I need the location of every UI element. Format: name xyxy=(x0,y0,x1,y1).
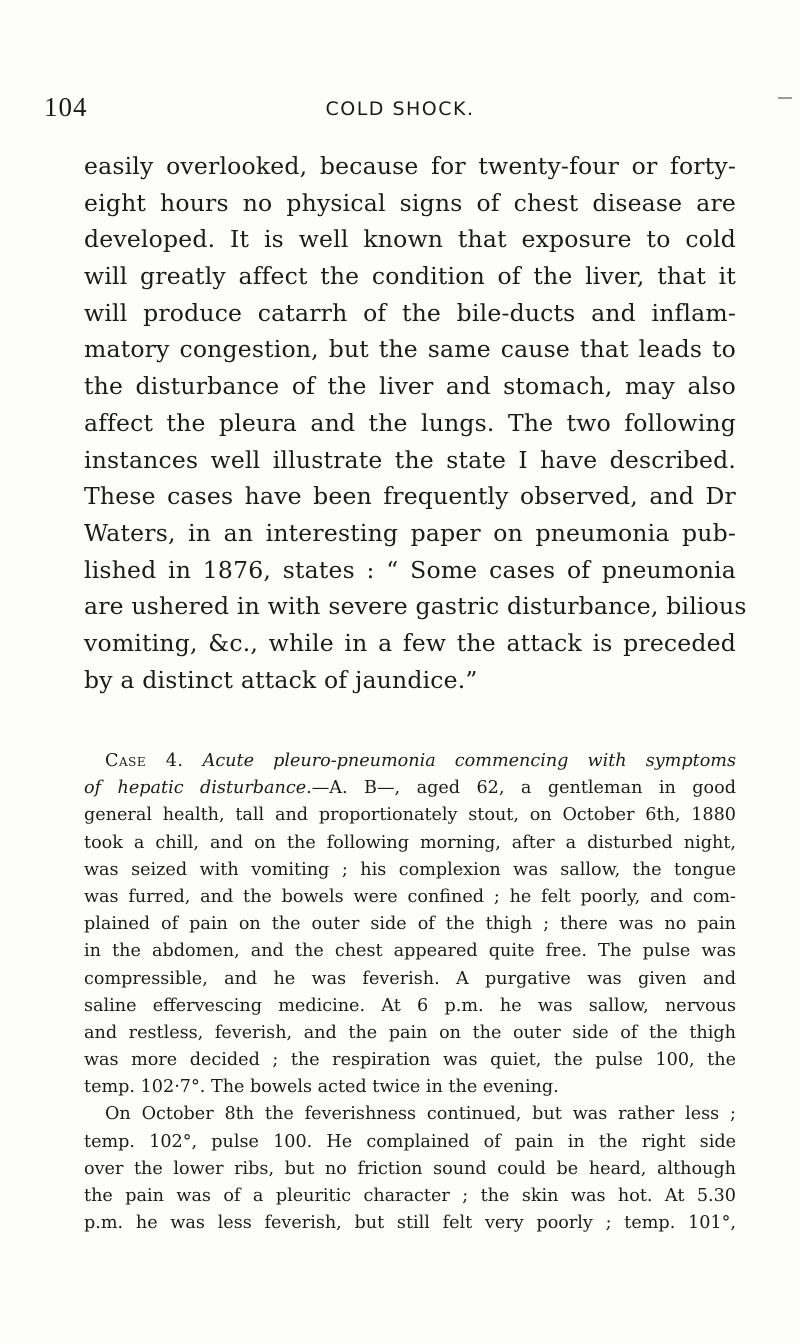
case-label: Case 4. xyxy=(105,751,184,771)
text-line: developed. It is well known that exposure to cold xyxy=(84,225,736,254)
case-line: plained of pain on the outer side of the thigh ; there was no pain xyxy=(84,914,736,935)
text-line: will greatly affect the condition of the liver, that it xyxy=(84,262,736,291)
case-title: Acute pleuro-pneumonia commencing with symptoms xyxy=(202,751,737,771)
case-text-start: —A. B—, aged 62, a gentleman in good xyxy=(311,778,736,799)
case-line: took a chill, and on the following morning, after a disturbed night, xyxy=(84,832,736,853)
running-head: COLD SHOCK. xyxy=(325,98,475,120)
case-line: p.m. he was less feverish, but still felt very poorly ; temp. 101°, xyxy=(84,1213,736,1234)
text-line: easily overlooked, because for twenty-four or forty- xyxy=(84,152,736,180)
page-header xyxy=(0,92,800,132)
case-line: over the lower ribs, but no friction sound could be heard, although xyxy=(84,1158,736,1179)
case-line: saline effervescing medicine. At 6 p.m. he was sallow, nervous xyxy=(84,995,736,1016)
case-line: compressible, and he was feverish. A purgative was given and xyxy=(84,968,736,989)
case-line: in the abdomen, and the chest appeared quite free. The pulse was xyxy=(84,941,736,962)
case-line: the pain was of a pleuritic character ; the skin was hot. At 5.30 xyxy=(84,1186,736,1206)
case-line: temp. 102·7°. The bowels acted twice in the evening. xyxy=(84,1077,559,1098)
text-line: will produce catarrh of the bile-ducts and inflam- xyxy=(84,298,736,327)
case-line: was seized with vomiting ; his complexion was sallow, the tongue xyxy=(84,859,736,880)
case-heading-line xyxy=(84,748,736,775)
case-line: temp. 102°, pulse 100. He complained of pain in the right side xyxy=(84,1131,736,1152)
text-line: are ushered in with severe gastric disturbance, bilious xyxy=(84,592,747,621)
text-line: These cases have been frequently observed, and Dr xyxy=(84,482,736,511)
case-line: was more decided ; the respiration was quiet, the pulse 100, the xyxy=(84,1050,736,1071)
text-line: eight hours no physical signs of chest disease are xyxy=(84,188,736,217)
main-paragraph xyxy=(84,148,747,698)
case-line: On October 8th the feverishness continued, but was rather less ; xyxy=(105,1104,736,1125)
text-line: matory congestion, but the same cause that leads to xyxy=(84,335,736,364)
text-line: lished in 1876, states : “ Some cases of pneumonia xyxy=(84,555,736,584)
case-heading-line-2 xyxy=(84,775,736,802)
case-title-cont: of hepatic disturbance. xyxy=(84,778,312,799)
text-line: vomiting, &c., while in a few the attack is preceded xyxy=(84,628,736,657)
text-line: Waters, in an interesting paper on pneumonia pub- xyxy=(84,518,736,547)
case-line: was furred, and the bowels were confined ; he felt poorly, and com- xyxy=(84,886,736,907)
text-line: affect the pleura and the lungs. The two following xyxy=(84,408,736,437)
case-report xyxy=(84,748,736,1237)
case-line: and restless, feverish, and the pain on the outer side of the thigh xyxy=(84,1022,736,1043)
text-line: by a distinct attack of jaundice.” xyxy=(84,665,478,694)
text-line: the disturbance of the liver and stomach, may also xyxy=(84,372,736,401)
page-number: 104 xyxy=(44,92,88,122)
text-line: instances well illustrate the state I have described. xyxy=(84,445,736,474)
margin-mark xyxy=(778,97,792,99)
case-line: general health, tall and proportionately stout, on October 6th, 1880 xyxy=(84,805,736,826)
